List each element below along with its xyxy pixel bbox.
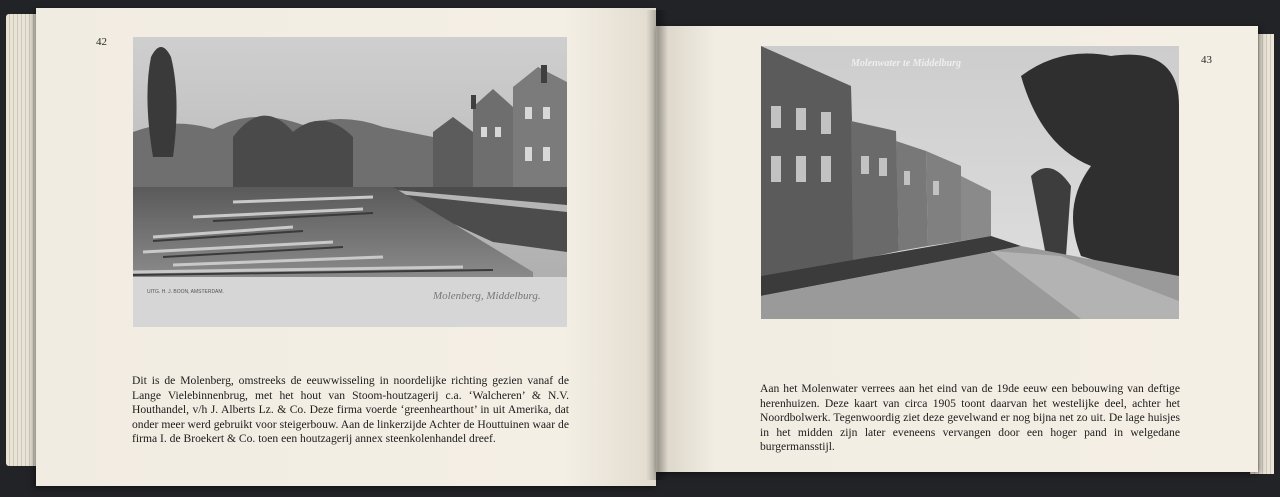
photo-molenberg-image <box>133 37 567 327</box>
photo-molenberg <box>133 37 567 327</box>
right-page <box>656 26 1258 472</box>
caption-left <box>132 374 569 447</box>
caption-left-text: Dit is de Molenberg, omstreeks de eeuwwisseling in noordelijke richting gezien vanaf de Lange Vielebinnenbrug, met het hout van Stoom-houtzagerij c.a. ‘Walcheren’ & N.V. Houthandel, v/h J. Alberts Lz. & Co. Deze firma voerde ‘greenhearthout’ in uit Amerika, dat onder meer werd gebruikt voor steigerbouw. Aan de linkerzijde Achter de Houttuinen waar de firma I. de Broekert & Co. toen een houtzagerij annex steenkolenhandel dreef. <box>132 374 569 446</box>
caption-right-text: Aan het Molenwater verrees aan het eind van de 19de eeuw een bebouwing van deftige herenhuizen. Deze kaart van circa 1905 toont daarvan het westelijke deel, achter het Noordbolwerk. Tegenwoordig ziet deze gevelwand er nog bijna net zo uit. De lage huisjes in het midden zijn later eveneens vervangen door een hoger pand in welgedane burgermansstijl. <box>760 382 1180 454</box>
caption-right <box>760 382 1180 455</box>
left-page <box>36 8 656 486</box>
photo-molenwater <box>761 46 1179 319</box>
page-number-right: 43 <box>1201 54 1212 66</box>
printer-credit: UITG. H. J. BOON, AMSTERDAM. <box>147 289 224 295</box>
photo-inscription-left: Molenberg, Middelburg. <box>433 290 541 302</box>
book-gutter <box>646 10 668 480</box>
page-number-left: 42 <box>96 36 107 48</box>
photo-inscription-right: Molenwater te Middelburg <box>851 58 962 69</box>
photo-molenwater-image <box>761 46 1179 319</box>
